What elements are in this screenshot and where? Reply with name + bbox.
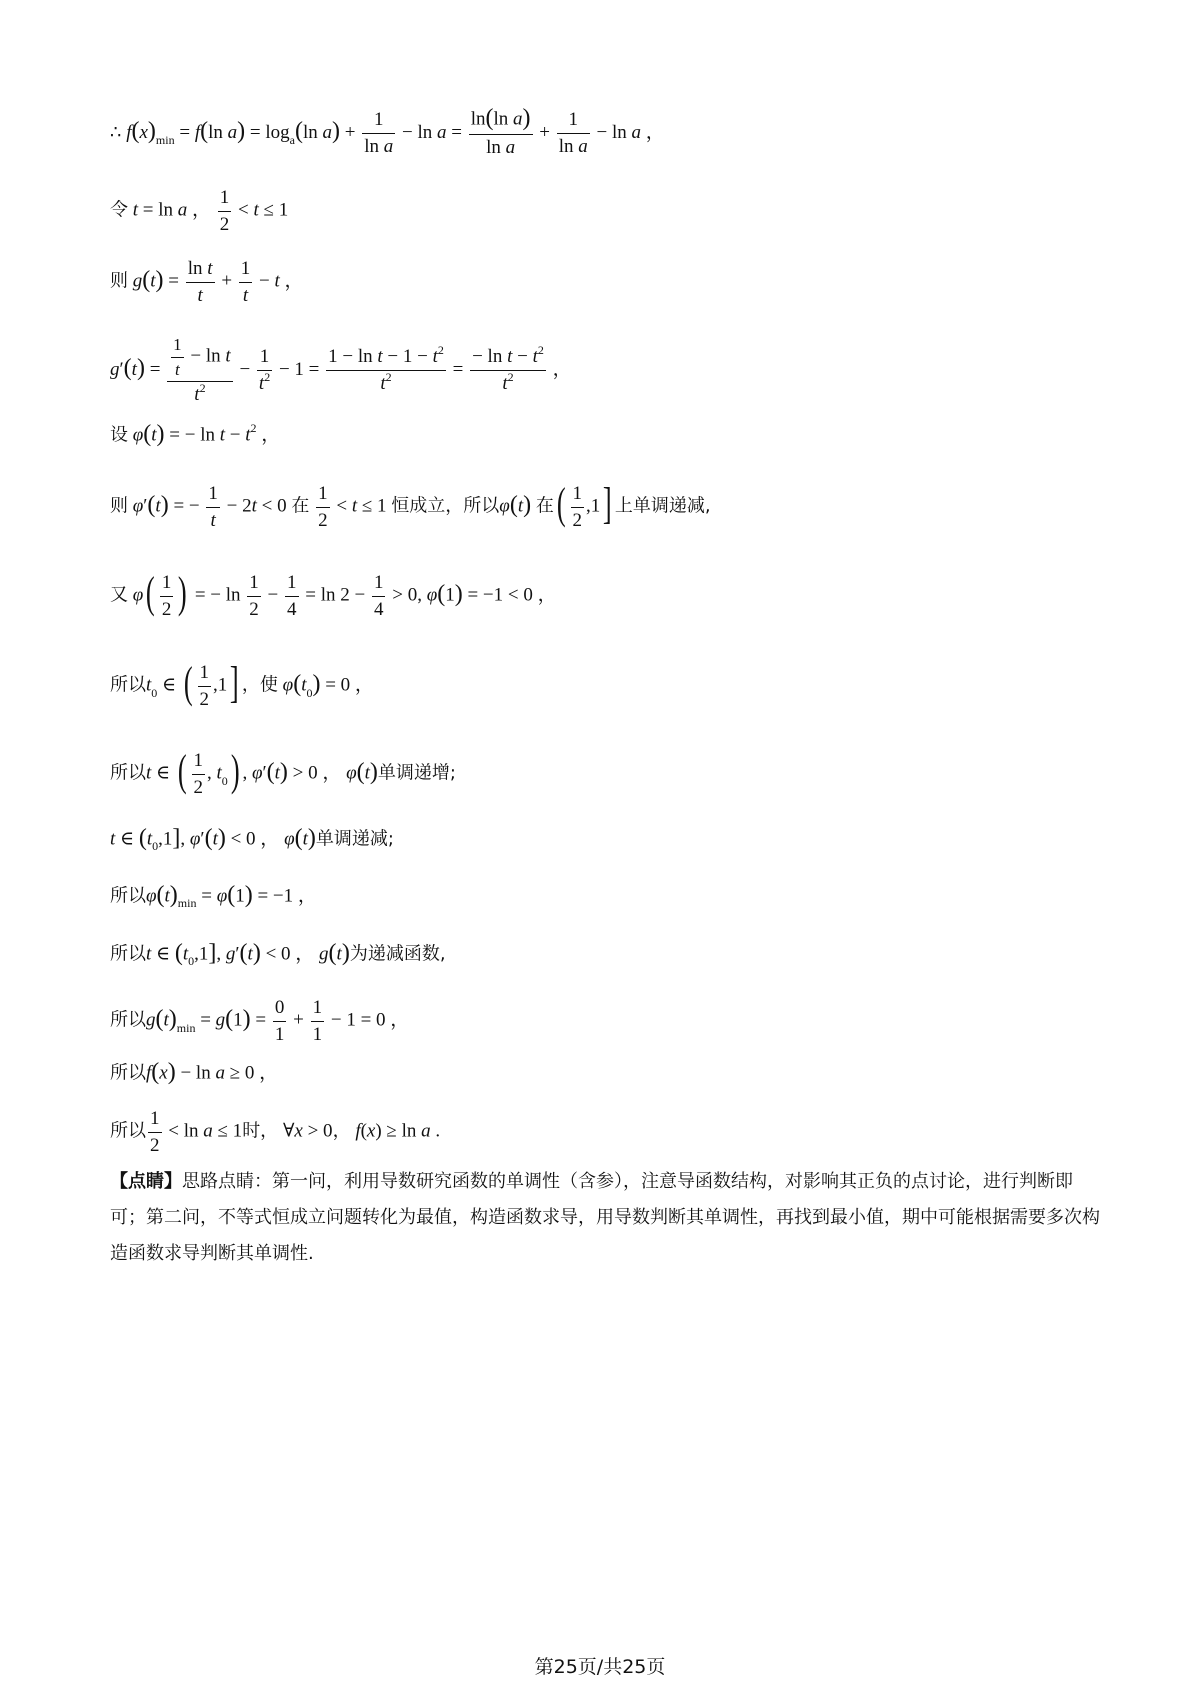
eq-line-8: 所以$t_0$ ∈ ( $\frac{1}{2}$ ,1] ，使 $\varphi(t_0) = 0$ ，: [110, 658, 374, 710]
comment-label: 【点睛】: [110, 1171, 182, 1192]
eq-line-3: 则 g(t) = $\frac{\text{ln t}}{t}$ + $\frac{1}{t}$ − t ，: [110, 258, 304, 306]
eq-line-1: ∴ $f(x)_{min} = f(\ln$ $a) = \log_a(\ln$ a) + $\frac{1}{\text{ln a}}$ − ln a = $\frac{\text{ln(ln a)}}{\text{ln a}}$ + $\frac{1}{\text{ln a}}$ − ln a ，: [110, 105, 665, 158]
comment-paragraph: [110, 1164, 1100, 1272]
eq-line-7: 又 φ( $\frac{1}{2}$ ) = − ln $\frac{1}{2}$ − $\frac{1}{4}$ = ln 2 − $\frac{1}{4}$ > 0, φ(1) = −1 < 0 ，: [110, 568, 557, 620]
eq-line-15: 所以 $\frac{1}{2}$ < ln a ≤ 1时， ∀x > 0， f(x) ≥ ln a .: [110, 1108, 441, 1156]
eq-line-14: 所以f(x) − ln a ≥ 0 ，: [110, 1059, 279, 1085]
eq-line-2: 令 t = ln a ， $\frac{1}{2}$ < t ≤ 1: [110, 187, 289, 235]
eq-line-4: g′(t) = $\frac{1}{t}$ − ln t $t^2$ − $\frac{1}{t^2}$ − 1 = $\frac{1 - \ln t - 1 - t^2}{t^2}$ = $\frac{- \ln t - t^2}{t^2}$ ，: [110, 335, 572, 406]
eq-line-10: t ∈ $(t_0,1]$, φ′(t) < 0 ， φ(t)单调递减;: [110, 825, 394, 854]
eq-line-9: 所以t ∈ ( $\frac{1}{2}$ , $t_0$) , φ′(t) > 0 ， φ(t)单调递增;: [110, 746, 456, 798]
eq-line-6: 则 φ′(t) = − $\frac{1}{t}$ − 2t < 0 在 $\frac{1}{2}$ < t ≤ 1 恒成立，所以φ(t) 在( $\frac{1}{2}$ ,1] 上单调递减,: [110, 479, 711, 531]
eq-line-11: 所以$\varphi(t)_{min} = \varphi(1) = -1$ ，: [110, 882, 317, 911]
eq-line-13: 所以$g(t)_{min} = g(1)$ = $\frac{0}{1}$ + $\frac{1}{1}$ − 1 = 0 ，: [110, 997, 410, 1045]
eq-line-5: 设 φ(t) = − $\ln t - t^2$ ，: [110, 421, 281, 447]
page-footer: 第25页/共25页: [534, 1656, 666, 1678]
comment-text: 思路点睛：第一问，利用导数研究函数的单调性（含参），注意导函数结构，对影响其正负的点讨论，进行判断即可；第二问，不等式恒成立问题转化为最值，构造函数求导，用导数判断其单调性，再找到最小值，期中可能根据需要多次构造函数求导判断其单调性.: [110, 1171, 1100, 1264]
eq-line-12: 所以t ∈ $(t_0,1]$, g′(t) < 0 ， g(t)为递减函数,: [110, 940, 446, 969]
